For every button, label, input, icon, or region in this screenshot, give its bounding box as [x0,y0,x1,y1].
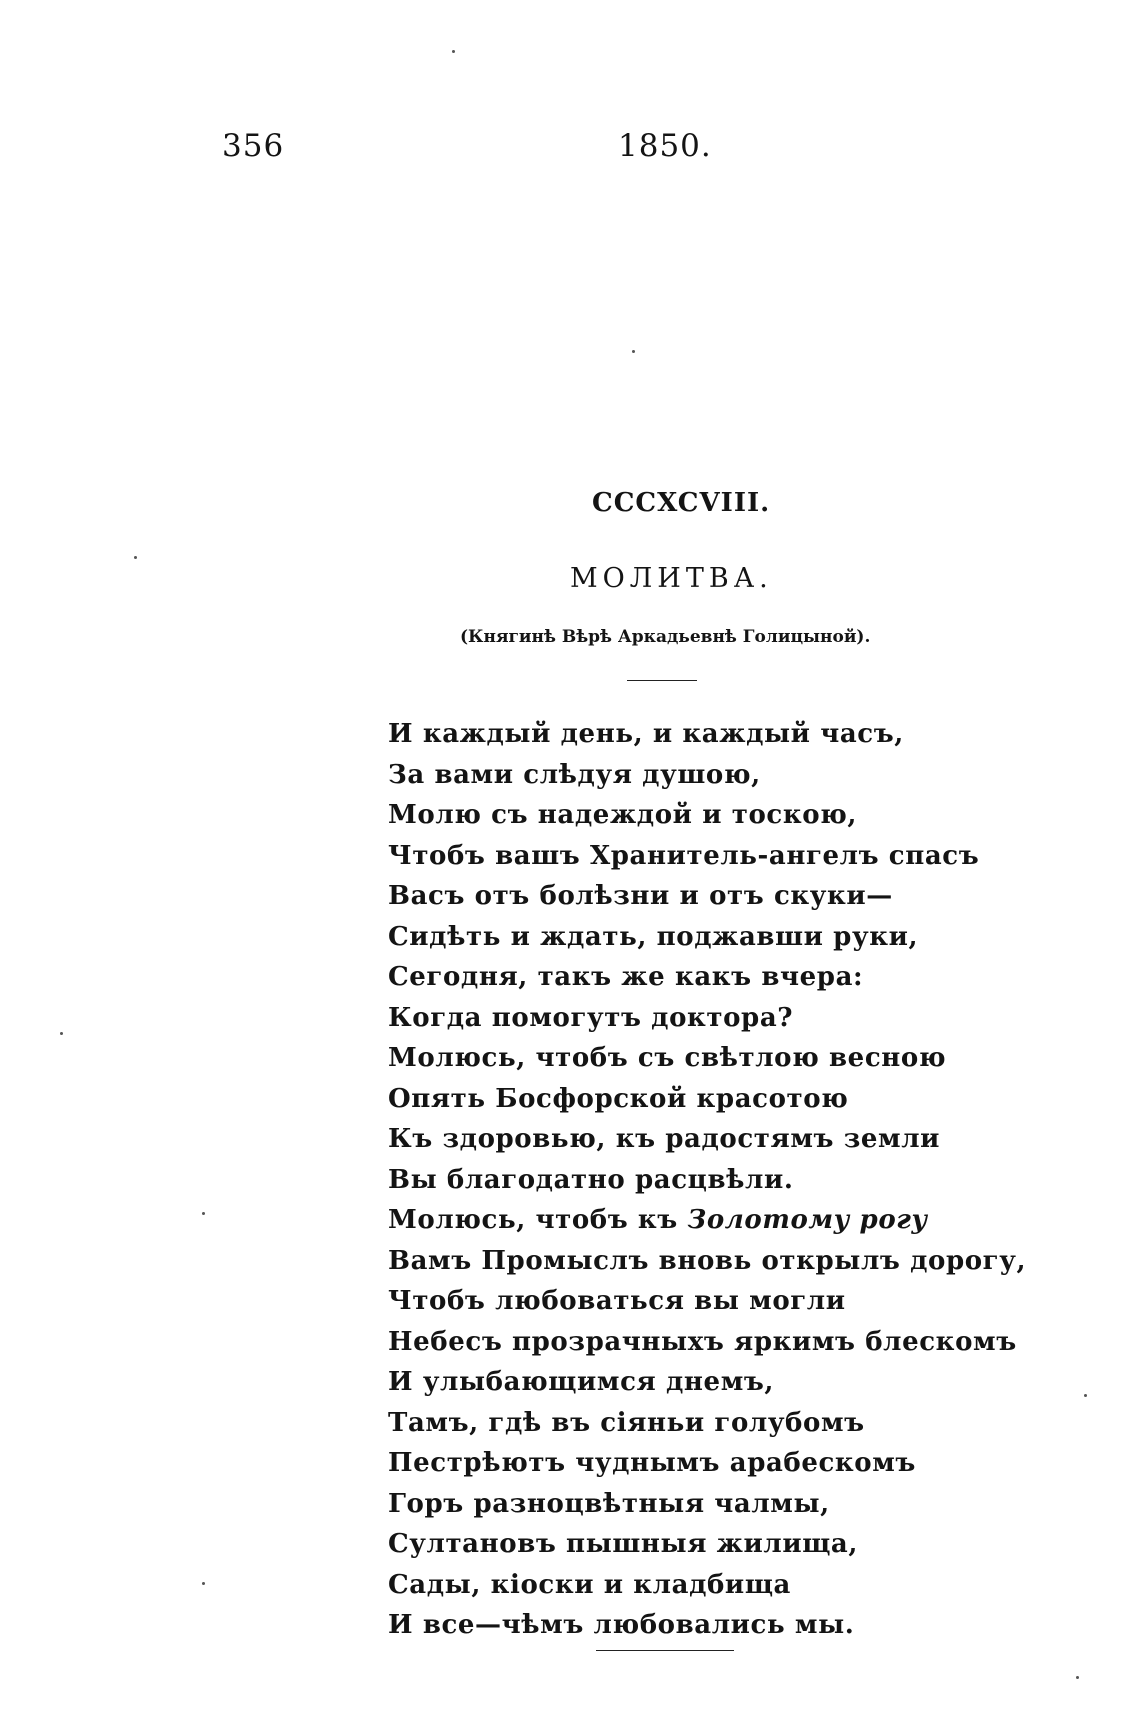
verse-line-1: И каждый день, и каждый часъ, [388,719,904,749]
poem-number: CCCXCVIII. [592,488,771,518]
verse-line-4: Чтобъ вашъ Хранитель-ангелъ спасъ [388,840,980,871]
page-number: 356 [222,128,285,164]
verse-line-23: И все—чѣмъ любовались мы. [388,1610,855,1640]
verse-line-7: Сегодня, такъ же какъ вчера: [388,962,864,992]
poem-dedication: (Княгинѣ Вѣрѣ Аркадьевнѣ Голицыной). [460,627,871,647]
verse-line-14: Вамъ Промыслъ вновь открылъ дорогу, [388,1245,1027,1276]
verse-line-15: Чтобъ любоваться вы могли [388,1286,846,1316]
verse-line-2: За вами слѣдуя душою, [388,759,761,790]
divider-bottom [596,1650,734,1651]
verse-line-12: Вы благодатно расцвѣли. [388,1164,794,1195]
poem-body [388,714,1026,1646]
verse-line-3: Молю съ надеждой и тоскою, [388,800,858,830]
scan-speck [202,1212,205,1215]
verse-italic-phrase: Золотому рогу [687,1205,928,1235]
verse-line-8: Когда помогутъ доктора? [388,1002,794,1033]
verse-line-22: Сады, кіоски и кладбища [388,1569,791,1600]
verse-line-17: И улыбающимся днемъ, [388,1367,775,1397]
verse-line-13-text: Молюсь, чтобъ къ [388,1205,688,1235]
running-head-year: 1850. [618,128,712,164]
scan-speck [1076,1676,1079,1679]
divider-top [627,680,697,681]
verse-line-6: Сидѣть и ждать, поджавши руки, [388,921,919,952]
verse-line-11: Къ здоровью, къ радостямъ земли [388,1124,941,1154]
verse-line-5: Васъ отъ болѣзни и отъ скуки— [388,881,893,911]
scan-speck [202,1582,205,1585]
verse-line-13 [388,1200,1026,1241]
scan-speck [452,50,455,53]
poem-title: МОЛИТВА. [570,563,773,594]
scan-speck [60,1032,63,1035]
verse-line-10: Опять Босфорской красотою [388,1083,849,1114]
verse-line-21: Султановъ пышныя жилища, [388,1529,859,1559]
verse-line-9: Молюсь, чтобъ съ свѣтлою весною [388,1043,947,1073]
verse-line-19: Пестрѣютъ чуднымъ арабескомъ [388,1448,916,1478]
scan-speck [134,556,137,559]
scan-speck [632,350,635,353]
scan-speck [1084,1394,1087,1397]
verse-line-16: Небесъ прозрачныхъ яркимъ блескомъ [388,1326,1017,1357]
verse-line-20: Горъ разноцвѣтныя чалмы, [388,1488,830,1519]
verse-line-18: Тамъ, гдѣ въ сіяньи голубомъ [388,1407,865,1438]
